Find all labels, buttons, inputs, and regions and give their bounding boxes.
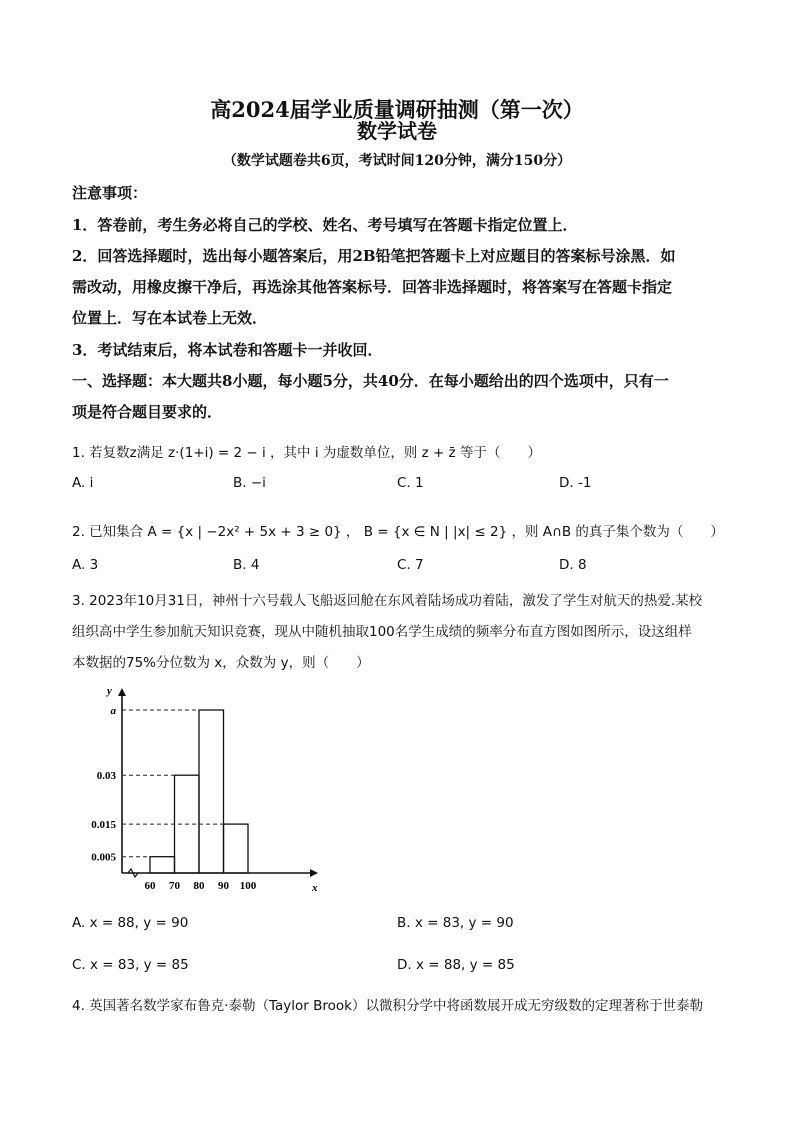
- histogram-bar: [224, 824, 249, 873]
- frequency-histogram: [72, 680, 342, 895]
- instruction-2-line2: 需改动，用橡皮擦干净后，再选涂其他答案标号．回答非选择题时，将答案写在答题卡指定: [72, 278, 673, 296]
- question-3-option-d: D. x = 88, y = 85: [397, 957, 515, 973]
- histogram-bar: [150, 857, 175, 873]
- question-1-text: 1. 若复数z满足 z·(1+i) = 2 − i ，其中 i 为虚数单位，则 z + z̄ 等于（ ）: [72, 445, 542, 461]
- paper-note: （数学试题卷共6页，考试时间120分钟，满分150分）: [222, 153, 572, 169]
- x-tick-label: 80: [193, 880, 205, 892]
- x-tick-label: 70: [169, 880, 180, 892]
- y-axis-arrow: [118, 688, 126, 696]
- question-3-line2: 组织高中学生参加航天知识竞赛，现从中随机抽取100名学生成绩的频率分布直方图如图所示，设这组样: [72, 624, 692, 640]
- question-2-option-c: C. 7: [397, 557, 424, 573]
- x-tick-label: 100: [239, 880, 257, 892]
- question-2-option-d: D. 8: [559, 557, 587, 573]
- question-4-line1: 4. 英国著名数学家布鲁克·泰勒（Taylor Brook）以微积分学中将函数展开成无穷级数的定理著称于世泰勒: [72, 998, 703, 1014]
- y-tick-label: 0.015: [91, 819, 116, 832]
- question-3-line1: 3. 2023年10月31日，神州十六号载人飞船返回舱在东风着陆场成功着陆，激发了学生对航天的热爱.某校: [72, 593, 703, 609]
- y-axis-label: y: [107, 685, 112, 697]
- question-3-option-a: A. x = 88, y = 90: [72, 915, 189, 931]
- question-1-option-b: B. −i: [233, 475, 266, 491]
- instruction-2-line3: 位置上．写在本试卷上无效．: [72, 309, 268, 327]
- question-2-text: 2. 已知集合 A = {x | −2x² + 5x + 3 ≥ 0} ， B = {x ∈ N | |x| ≤ 2} ，则 A∩B 的真子集个数为（ ）: [72, 524, 724, 540]
- instruction-1: 1．答卷前，考生务必将自己的学校、姓名、考号填写在答题卡指定位置上．: [72, 216, 578, 234]
- question-2-option-a: A. 3: [72, 557, 99, 573]
- instruction-3: 3．考试结束后，将本试卷和答题卡一并收回．: [72, 341, 383, 359]
- section1-line2: 项是符合题目要求的．: [72, 403, 223, 421]
- x-tick-label: 90: [218, 880, 229, 892]
- question-1-option-a: A. i: [72, 475, 94, 491]
- paper-title: 高2024届学业质量调研抽测（第一次）: [210, 97, 584, 122]
- x-axis-arrow: [310, 869, 318, 877]
- instructions-heading: 注意事项：: [72, 184, 148, 202]
- instruction-2-line1: 2．回答选择题时，选出每小题答案后，用2B铅笔把答题卡上对应题目的答案标号涂黑．如: [72, 247, 676, 265]
- question-3-line3: 本数据的75%分位数为 x，众数为 y，则（ ）: [72, 655, 370, 671]
- histogram-bar: [199, 710, 224, 873]
- x-axis-label: x: [312, 882, 318, 894]
- question-1-option-d: D. -1: [559, 475, 592, 491]
- question-2-option-b: B. 4: [233, 557, 260, 573]
- y-tick-label: 0.005: [91, 851, 116, 864]
- question-3-option-c: C. x = 83, y = 85: [72, 957, 189, 973]
- section1-line1: 一、选择题：本大题共8小题，每小题5分，共40分．在每小题给出的四个选项中，只有一: [72, 372, 669, 390]
- y-tick-label: 0.03: [96, 770, 116, 783]
- question-1-option-c: C. 1: [397, 475, 424, 491]
- paper-subtitle: 数学试卷: [357, 119, 437, 143]
- y-tick-label: a: [110, 705, 116, 717]
- x-tick-label: 60: [144, 880, 156, 892]
- question-3-option-b: B. x = 83, y = 90: [397, 915, 514, 931]
